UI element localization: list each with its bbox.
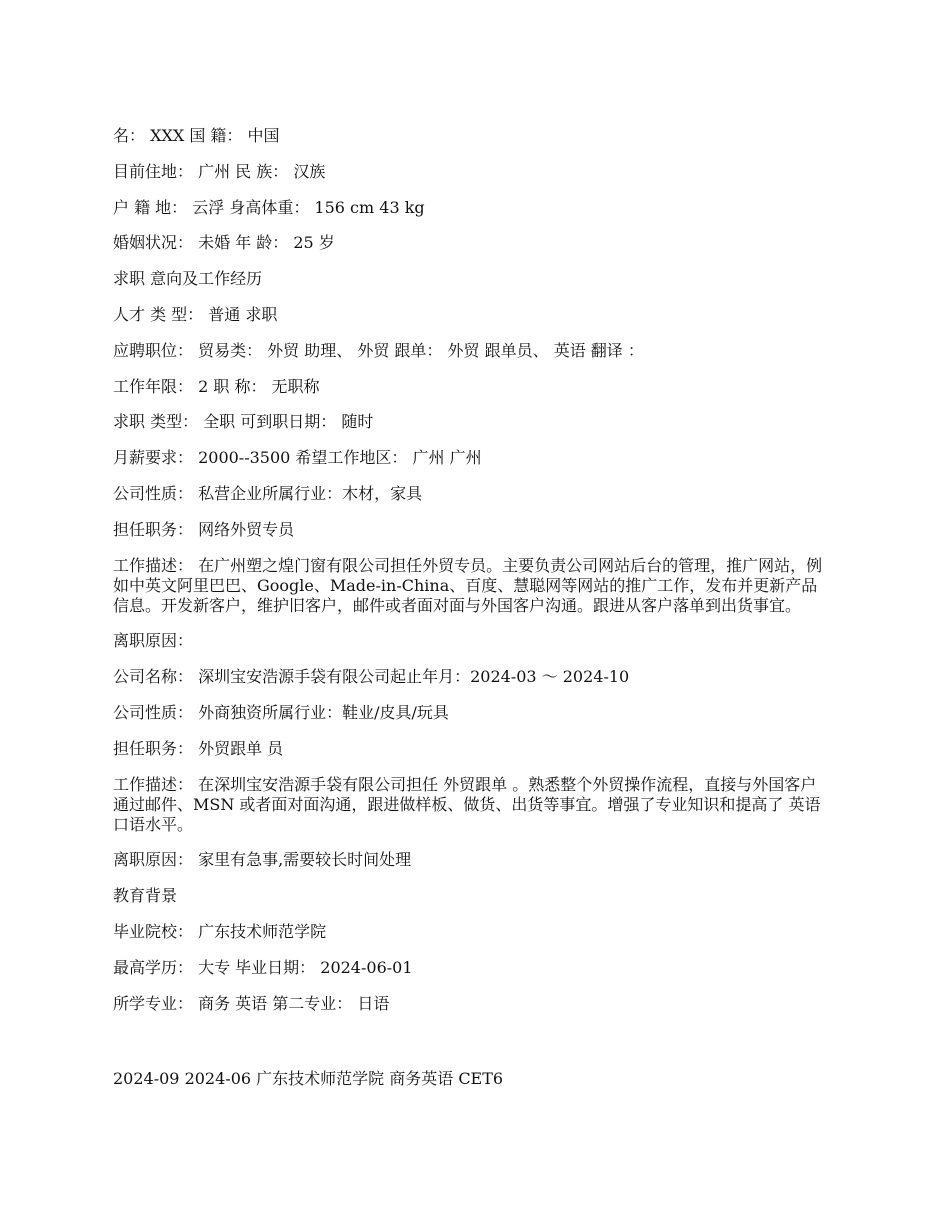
job-description-2: 工作描述： 在深圳宝安浩源手袋有限公司担任 外贸跟单 。熟悉整个外贸操作流程，直接与外国客户通过邮件、MSN 或者面对面沟通，跟进做样板、做货、出货等事宜。增强了专业知识和提高了 英语 口语水平。 (113, 774, 821, 834)
position-held-line-2: 担任职务： 外贸跟单 员 (113, 738, 284, 758)
talent-type-line: 人才 类 型： 普通 求职 (113, 304, 278, 324)
section-heading-education: 教育背景 (113, 886, 178, 906)
education-history-line: 2024-09 2024-06 广东技术师范学院 商务英语 CET6 (113, 1069, 504, 1089)
major-line: 所学专业： 商务 英语 第二专业： 日语 (113, 993, 390, 1013)
residence-ethnicity-line: 目前住地： 广州 民 族： 汉族 (113, 161, 326, 181)
degree-graduation-line: 最高学历： 大专 毕业日期： 2024-06-01 (113, 957, 413, 977)
section-heading-job-intent: 求职 意向及工作经历 (113, 269, 263, 289)
leave-reason-line-2: 离职原因： 家里有急事,需要较长时间处理 (113, 850, 412, 870)
job-description-1: 工作描述： 在广州塑之煌门窗有限公司担任外贸专员。主要负责公司网站后台的管理，推广网站，例如中英文阿里巴巴、Google、Made-in-China、百度、慧聪网等网站的推广工作，发布并更新产品信息。开发新客户，维护旧客户，邮件或者面对面与外国客户沟通。跟进从客户落单到出货事宜。 (113, 555, 823, 615)
salary-region-line: 月薪要求： 2000--3500 希望工作地区： 广州 广州 (113, 448, 482, 468)
position-held-line-1: 担任职务： 网络外贸专员 (113, 519, 295, 539)
hometown-height-weight-line: 户 籍 地： 云浮 身高体重： 156 cm 43 kg (113, 197, 425, 217)
leave-reason-line-1: 离职原因： (113, 631, 194, 651)
spacer (113, 1029, 833, 1069)
school-line: 毕业院校： 广东技术师范学院 (113, 921, 327, 941)
company-name-period-line: 公司名称： 深圳宝安浩源手袋有限公司起止年月：2024-03 ～ 2024-10 (113, 667, 630, 687)
company-nature-industry-line-1: 公司性质： 私营企业所属行业：木材，家具 (113, 483, 423, 503)
marital-age-line: 婚姻状况： 未婚 年 龄： 25 岁 (113, 233, 335, 253)
applied-position-line: 应聘职位： 贸易类： 外贸 助理、 外贸 跟单： 外贸 跟单员、 英语 翻译 ： (113, 340, 644, 360)
name-nationality-line: 名： XXX 国 籍： 中国 (113, 126, 280, 145)
job-type-start-date-line: 求职 类型： 全职 可到职日期： 随时 (113, 412, 374, 432)
resume-document (113, 126, 833, 1105)
work-years-title-line: 工作年限： 2 职 称： 无职称 (113, 376, 320, 396)
company-nature-industry-line-2: 公司性质： 外商独资所属行业：鞋业/皮具/玩具 (113, 702, 449, 722)
